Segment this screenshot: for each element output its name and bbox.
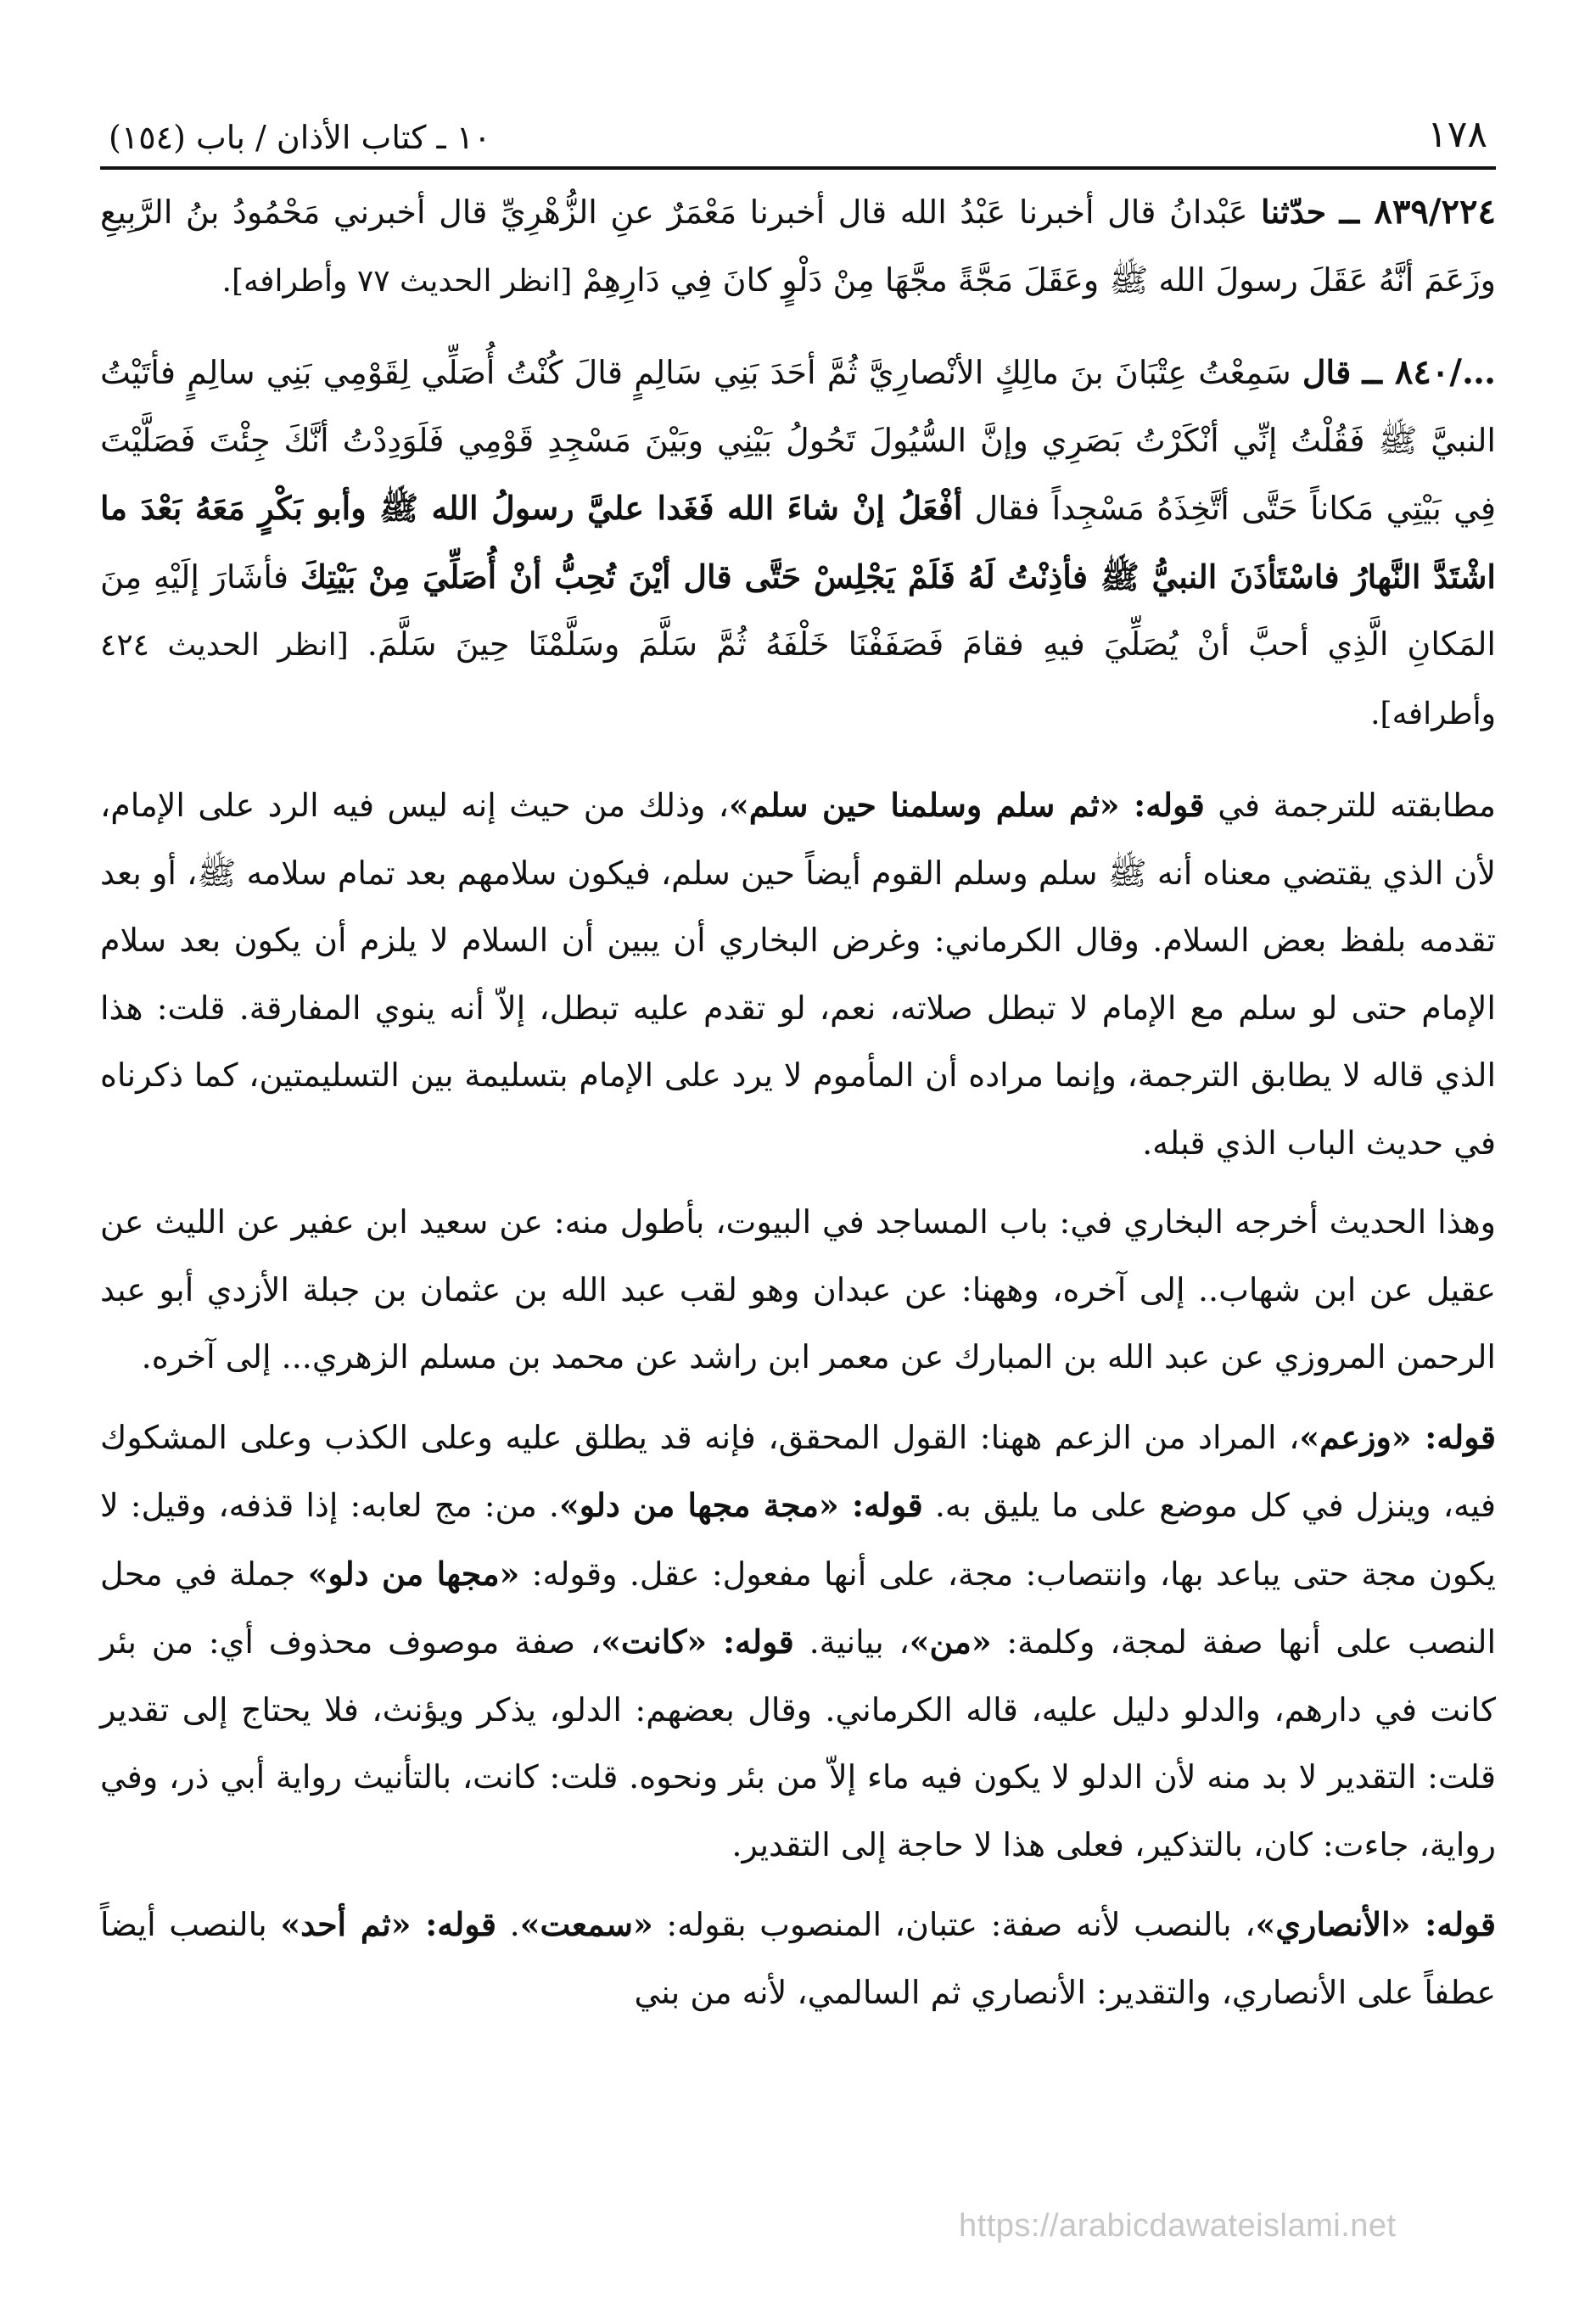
quoted-phrase: قوله: «مجة مجها من دلو» bbox=[558, 1486, 923, 1524]
hadith-reference: [انظر الحديث ٧٧ وأطرافه]. bbox=[221, 263, 573, 299]
commentary-text: وهذا الحديث أخرجه البخاري في: باب المساجد في البيوت، بأطول منه: عن سعيد ابن عفير عن الليث عن عقيل عن ابن شهاب.. إلى آخره، وههنا: عن عبدان وهو لقب عبد الله بن عثمان بن جبلة الأزدي أبو عبد الرحمن المروزي عن عبد الله بن المبارك عن معمر ابن راشد عن محمد بن مسلم الزهري... إلى آخره. bbox=[100, 1203, 1496, 1376]
quoted-phrase: قوله: «الأنصاري» bbox=[1255, 1905, 1497, 1943]
commentary-text: ، بيانية. bbox=[793, 1623, 910, 1661]
commentary-paragraph bbox=[100, 1189, 1496, 1392]
hadith-text-bold: أفْعَلُ إنْ شاءَ الله فَغَدا عليَّ رسولُ الله ﷺ وأبو بَكْرٍ مَعَهُ بَعْدَ ما اشْتَدَّ النَّهارُ فاسْتَأذَنَ النبيُّ ﷺ فأذِنْتُ لَهُ فَلَمْ يَجْلِسْ حَتَّى قال أيْنَ تُحِبُّ أنْ أُصَلِّيَ مِنْ بَيْتِكَ bbox=[100, 489, 1496, 596]
hadith-840 bbox=[100, 339, 1496, 748]
watermark-url: https://arabicdawateislami.net bbox=[959, 2208, 1397, 2244]
quoted-phrase: «سمعت» bbox=[519, 1905, 653, 1943]
hadith-reference: [انظر الحديث ٤٢٤ وأطرافه]. bbox=[100, 628, 1496, 731]
hadith-text: عَبْدانُ قال أخبرنا عَبْدُ الله قال أخبرنا مَعْمَرٌ عنِ الزُّهْرِيِّ قال أخبرني مَحْمُودُ بنُ الرَّبِيعِ وزَعَمَ أنَّهُ عَقَلَ رسولَ الله ﷺ وعَقَلَ مَجَّةً مجَّهَا مِنْ دَلْوٍ كانَ فِي دَارِهِمْ bbox=[100, 193, 1496, 299]
running-title: ١٠ ـ كتاب الأذان / باب (١٥٤) bbox=[109, 119, 491, 156]
quoted-phrase: قوله: «وزعم» bbox=[1299, 1417, 1496, 1456]
hadith-lead: قال bbox=[1302, 353, 1352, 391]
commentary-paragraph bbox=[100, 1891, 1496, 2026]
hadith-224 bbox=[100, 178, 1496, 315]
commentary-text: ، صفة موصوف محذوف أي: من بئر كانت في دارهم، والدلو دليل عليه، قاله الكرماني. وقال بعضهم: الدلو، يذكر ويؤنث، فلا يحتاج إلى تقدير قلت: التقدير لا بد منه لأن الدلو لا يكون فيه ماء إلاّ من بئر ونحوه. قلت: كانت، بالتأنيث رواية أبي ذر، وفي رواية، جاءت: كان، بالتذكير، فعلى هذا لا حاجة إلى التقدير. bbox=[100, 1623, 1496, 1863]
commentary-text: . من: مج لعابه: إذا قذفه، وقيل: لا يكون مجة حتى يباعد بها، وانتصاب: مجة، على أنها مفعول: عقل. وقوله: bbox=[100, 1487, 1496, 1593]
hadith-number: …/٨٤٠ ــ bbox=[1362, 352, 1496, 392]
quoted-phrase: قوله: «ثم أحد» bbox=[280, 1905, 497, 1943]
quoted-phrase: قوله: «كانت» bbox=[601, 1622, 794, 1661]
commentary-text: . bbox=[496, 1906, 520, 1943]
commentary-section bbox=[100, 771, 1496, 2026]
hadith-number: ٨٣٩/٢٢٤ ــ bbox=[1339, 192, 1496, 232]
commentary-paragraph bbox=[100, 771, 1496, 1177]
commentary-text: جملة في محل النصب على أنها صفة لمجة، وكلمة: bbox=[100, 1555, 1497, 1661]
hadith-text-end: فأشَارَ إلَيْهِ مِنَ المَكانِ الَّذِي أحبَّ أنْ يُصَلِّيَ فيهِ فقامَ فَصَفَفْنَا خَلْفَهُ ثُمَّ سَلَّمَ وسَلَّمْنَا حِينَ سَلَّمَ. bbox=[100, 558, 1496, 663]
commentary-text: ، وذلك من حيث إنه ليس فيه الرد على الإمام، لأن الذي يقتضي معناه أنه ﷺ سلم وسلم القوم أيضاً حين سلم، فيكون سلامهم بعد تمام سلامه ﷺ، أو بعد تقدمه بلفظ بعض السلام. وقال الكرماني: وغرض البخاري أن يبين أن السلام لا يلزم أن يكون بعد سلام الإمام حتى لو سلم مع الإمام لا تبطل صلاته، نعم، لو تقدم عليه تبطل، إلاّ أنه ينوي المفارقة. قلت: هذا الذي قاله لا يطابق الترجمة، وإنما مراده أن المأموم لا يرد على الإمام بتسليمة بين التسليمتين، كما ذكرناه في حديث الباب الذي قبله. bbox=[100, 787, 1496, 1162]
book-page bbox=[100, 85, 1496, 2038]
hadith-lead: حدّثنا bbox=[1261, 193, 1327, 231]
commentary-text: مطابقته للترجمة في bbox=[1204, 787, 1496, 824]
commentary-paragraph bbox=[100, 1404, 1496, 1880]
quoted-phrase: قوله: «ثم سلم وسلمنا حين سلم» bbox=[728, 786, 1205, 824]
hadith-section bbox=[100, 178, 1496, 748]
quoted-phrase: «من» bbox=[909, 1622, 992, 1661]
hadith-text: سَمِعْتُ عِتْبَانَ بنَ مالِكٍ الأنْصارِيَّ ثُمَّ أحَدَ بَنِي سَالِمٍ قالَ كُنْتُ أُصَلِّي لِقَوْمِي بَنِي سالِمٍ فأتَيْتُ النبيَّ ﷺ فَقُلْتُ إنِّي أنْكَرْتُ بَصَرِي وإنَّ السُّيُولَ تَحُولُ بَيْنِي وبَيْنَ مَسْجِدِ قَوْمِي فَلَوَدِدْتُ أنَّكَ جِئْتَ فَصَلَّيْتَ فِي بَيْتِي مَكاناً حَتَّى أتَّخِذَهُ مَسْجِداً فقال bbox=[100, 354, 1496, 527]
page-header bbox=[100, 85, 1496, 170]
commentary-text: ، بالنصب لأنه صفة: عتبان، المنصوب بقوله: bbox=[652, 1906, 1256, 1943]
commentary-text: ، المراد من الزعم ههنا: القول المحقق، فإنه قد يطلق عليه وعلى الكذب وعلى المشكوك فيه، وينزل في كل موضع على ما يليق به. bbox=[100, 1418, 1496, 1524]
page-number: ١٧٨ bbox=[1427, 113, 1487, 156]
commentary-text: بالنصب أيضاً عطفاً على الأنصاري، والتقدير: الأنصاري ثم السالمي، لأنه من بني bbox=[100, 1906, 1496, 2011]
quoted-phrase: «مجها من دلو» bbox=[307, 1554, 520, 1593]
